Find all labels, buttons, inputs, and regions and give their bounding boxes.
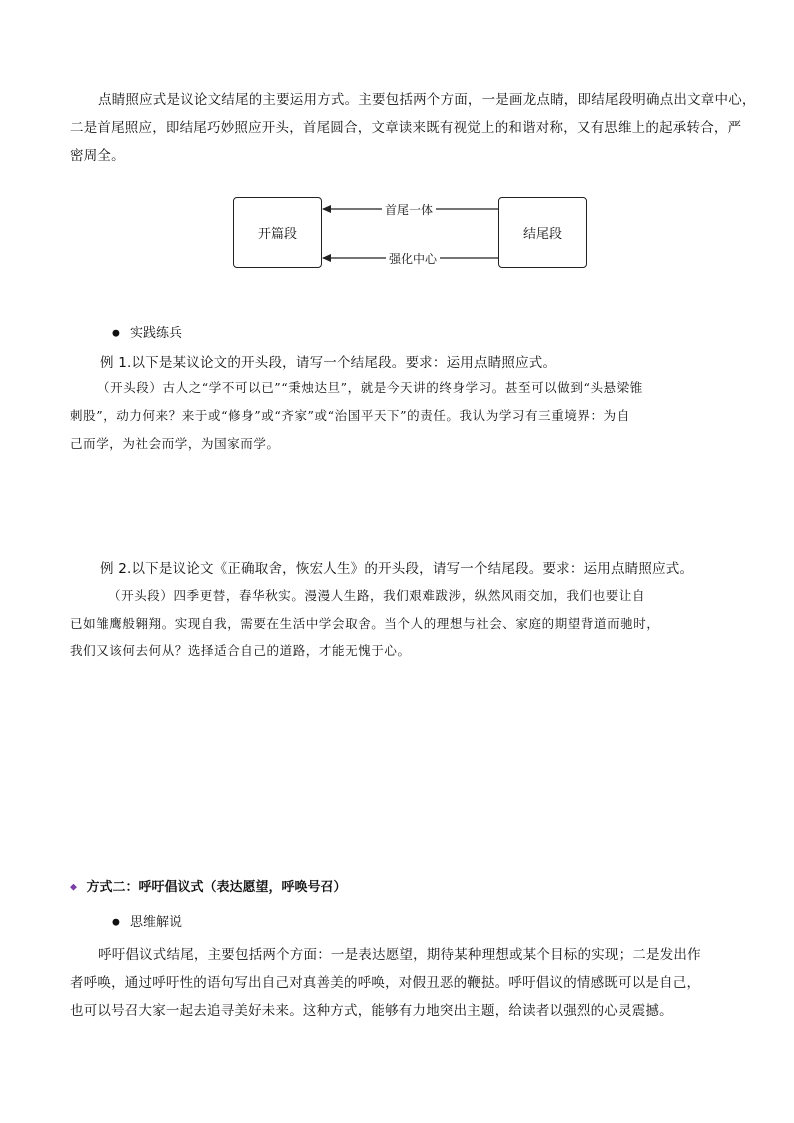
method2-line-1: 呼吁倡议式结尾，主要包括两个方面：一是表达愿望，期待某种理想或某个目标的实现；二是发出作 [98, 947, 701, 963]
practice-bullet [112, 322, 182, 341]
example1-line-2: 刺股”，动力何来？来于或“修身”或“齐家”或“治国平天下”的责任。我认为学习有三重境界：为自 [70, 408, 630, 423]
example1-prompt: 例 1.以下是某议论文的开头段，请写一个结尾段。要求：运用点睛照应式。 [100, 355, 557, 371]
method2-heading-text: 方式二：呼吁倡议式（表达愿望，呼唤号召） [86, 880, 347, 895]
method2-heading [70, 876, 346, 895]
example2-line-1: （开头段）四季更替，春华秋实。漫漫人生路，我们艰难跋涉，纵然风雨交加，我们也要让自 [108, 588, 646, 603]
filled-circle-icon: ● [112, 328, 120, 339]
example1-line-1: （开头段）古人之“学不可以已”“秉烛达旦”，就是今天讲的终身学习。甚至可以做到“头悬梁锥 [97, 380, 643, 395]
example1-line-3: 己而学，为社会而学，为国家而学。 [70, 436, 280, 451]
method2-line-2: 者呼唤，通过呼吁性的语句写出自己对真善美的呼唤，对假丑恶的鞭挞。呼吁倡议的情感既可以是自己， [70, 975, 701, 991]
method2-line-3: 也可以号召大家一起去追寻美好未来。这种方式，能够有力地突出主题，给读者以强烈的心灵震撼。 [70, 1003, 673, 1019]
bottom-arrow-label: 强化中心 [386, 250, 440, 267]
intro-line-3: 密周全。 [70, 148, 125, 164]
right-box [498, 197, 587, 268]
practice-bullet-label: 实践练兵 [130, 326, 183, 341]
filled-circle-icon: ● [112, 917, 120, 928]
intro-line-1: 点睛照应式是议论文结尾的主要运用方式。主要包括两个方面，一是画龙点睛，即结尾段明确点出文章中心， [98, 92, 756, 108]
diamond-icon: ◆ [70, 882, 77, 893]
method2-bullet [112, 911, 182, 930]
example2-line-3: 我们又该何去何从？选择适合自己的道路，才能无愧于心。 [70, 643, 411, 658]
left-box-label: 开篇段 [257, 227, 297, 242]
intro-line-2: 二是首尾照应，即结尾巧妙照应开头，首尾圆合，文章读来既有视觉上的和谐对称，又有思维上的起承转合，严 [70, 120, 742, 136]
top-arrow-label: 首尾一体 [382, 201, 436, 218]
right-box-label: 结尾段 [522, 227, 562, 242]
example2-line-2: 已如雏鹰般翱翔。实现自我，需要在生活中学会取舍。当个人的理想与社会、家庭的期望背道而驰时， [70, 616, 660, 631]
method2-bullet-label: 思维解说 [130, 915, 183, 930]
example2-prompt: 例 2.以下是议论文《正确取舍，恢宏人生》的开头段，请写一个结尾段。要求：运用点睛照应式。 [100, 561, 694, 577]
left-box [233, 197, 322, 268]
